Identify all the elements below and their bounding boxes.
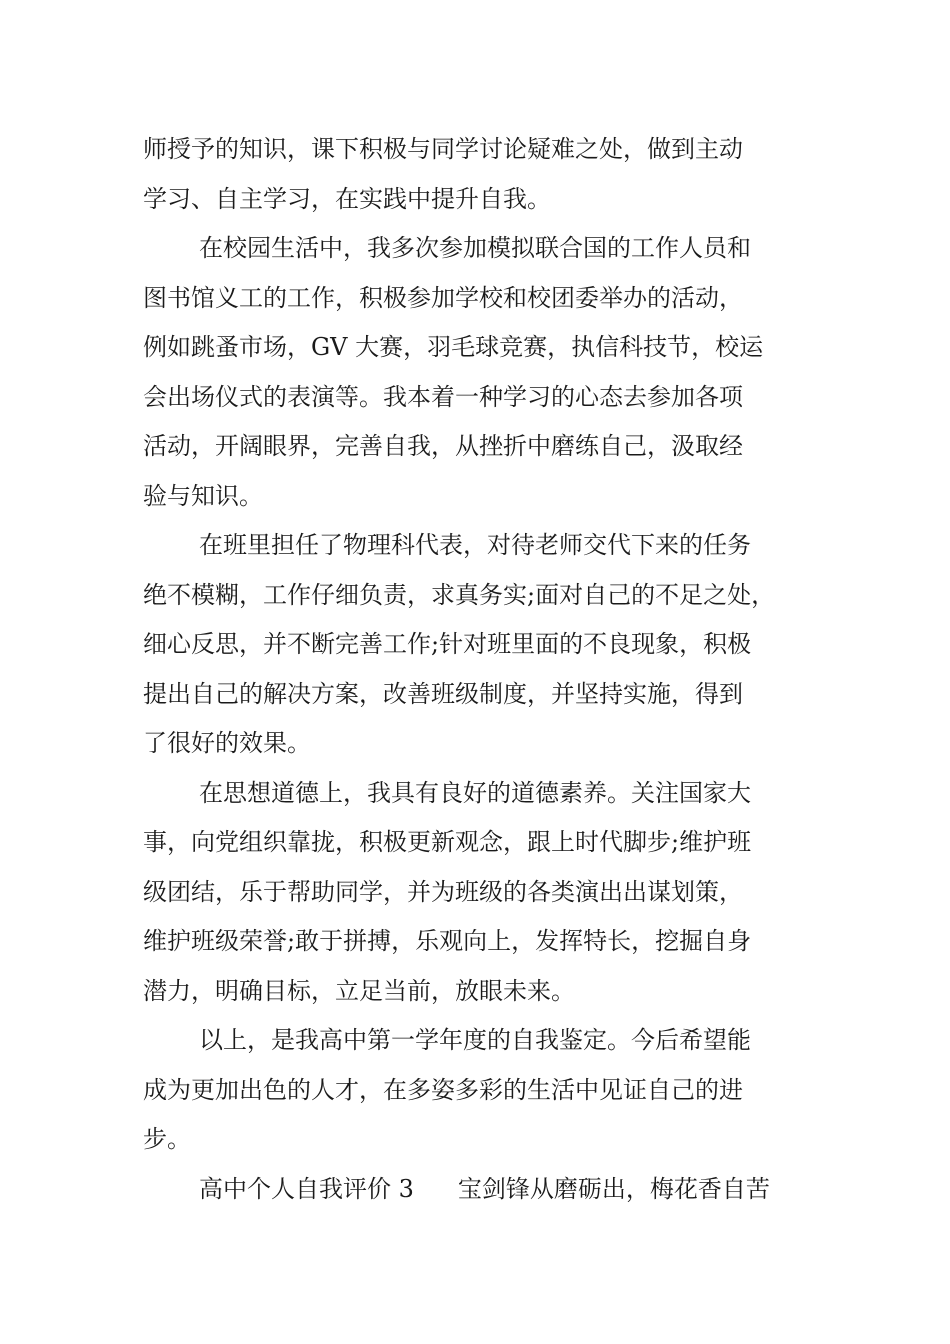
text-line: 绝不模糊，工作仔细负责，求真务实;面对自己的不足之处， [143, 580, 776, 609]
text-line: 活动，开阔眼界，完善自我，从挫折中磨练自己，汲取经 [143, 432, 743, 460]
text-line: 提出自己的解决方案，改善班级制度，并坚持实施，得到 [143, 679, 743, 708]
text-line: 成为更加出色的人才，在多姿多彩的生活中见证自己的进 [143, 1075, 743, 1104]
text-line: 图书馆义工的工作，积极参加学校和校团委举办的活动， [143, 283, 743, 312]
paragraph-2 [143, 224, 823, 521]
paragraph-3 [143, 521, 823, 769]
paragraph-1 [143, 125, 823, 224]
section-heading: 高中个人自我评价 3 [199, 1174, 414, 1203]
text-line: 了很好的效果。 [143, 729, 311, 757]
text-line: 在思想道德上，我具有良好的道德素养。关注国家大 [199, 778, 751, 807]
text-line: 学习、自主学习，在实践中提升自我。 [143, 184, 551, 213]
paragraph-4 [143, 769, 823, 1017]
text-line: 例如跳蚤市场，GV 大赛，羽毛球竞赛，执信科技节，校运 [143, 333, 764, 361]
text-line: 师授予的知识，课下积极与同学讨论疑难之处，做到主动 [143, 135, 743, 163]
text-line: 以上，是我高中第一学年度的自我鉴定。今后希望能 [199, 1026, 751, 1054]
text-line: 会出场仪式的表演等。我本着一种学习的心态去参加各项 [143, 382, 743, 411]
paragraph-5 [143, 1016, 823, 1165]
text-line: 事，向党组织靠拢，积极更新观念，跟上时代脚步;维护班 [143, 828, 752, 856]
text-line: 级团结，乐于帮助同学，并为班级的各类演出出谋划策， [143, 877, 743, 906]
text-line: 维护班级荣誉;敢于拼搏，乐观向上，发挥特长，挖掘自身 [143, 927, 752, 955]
text-line [143, 1165, 823, 1215]
text-line: 在班里担任了物理科代表，对待老师交代下来的任务 [199, 531, 751, 559]
text-line: 验与知识。 [143, 481, 263, 510]
document-body [143, 125, 823, 1214]
section-3 [143, 1165, 823, 1215]
text-line: 在校园生活中，我多次参加模拟联合国的工作人员和 [199, 234, 751, 262]
text-line: 潜力，明确目标，立足当前，放眼未来。 [143, 976, 575, 1005]
text-line: 细心反思，并不断完善工作;针对班里面的不良现象，积极 [143, 630, 752, 658]
section-first-text: 宝剑锋从磨砺出，梅花香自苦 [457, 1174, 770, 1203]
text-line: 步。 [143, 1125, 191, 1153]
